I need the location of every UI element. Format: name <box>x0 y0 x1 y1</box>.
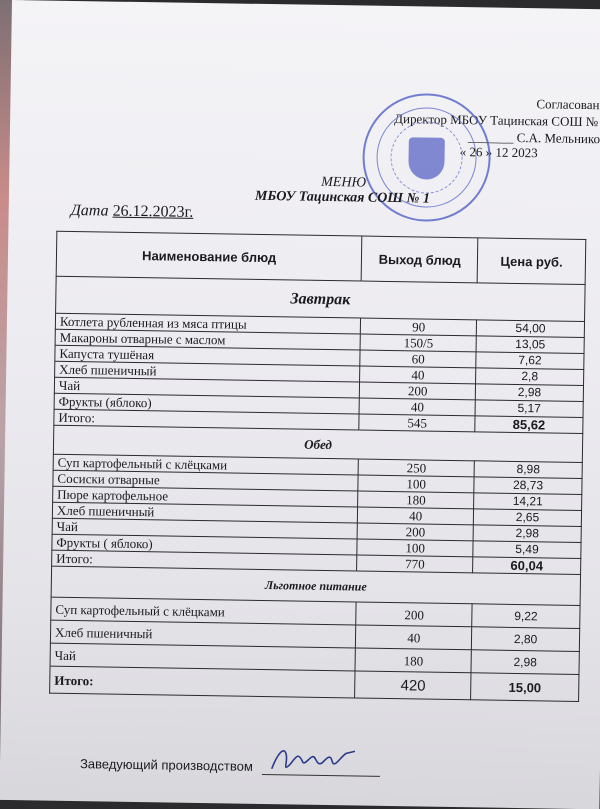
price: 14,21 <box>474 493 582 511</box>
price: 2,98 <box>473 525 581 543</box>
section-title: Завтрак <box>56 276 586 321</box>
total-price: 15,00 <box>471 673 579 702</box>
price: 54,00 <box>476 320 584 338</box>
total-label: Итого: <box>52 550 358 571</box>
price: 5,49 <box>473 541 581 559</box>
dish-name: Суп картофельный с клёцками <box>51 597 357 625</box>
header-dish-name: Наименование блюд <box>56 231 362 281</box>
portion: 60 <box>360 350 476 368</box>
dish-name: Хлеб пшеничный <box>50 620 356 648</box>
menu-date <box>71 202 194 222</box>
price: 2,98 <box>475 384 583 402</box>
director-name: С.А. Мельнико <box>516 129 600 147</box>
header-portion: Выход блюд <box>362 236 478 283</box>
price: 7,62 <box>476 352 584 370</box>
portion: 180 <box>355 648 471 673</box>
portion: 150/5 <box>360 334 476 352</box>
dish-name: Суп картофельный с клёцками <box>53 454 359 475</box>
dish-name: Фрукты (яблоко) <box>54 393 360 414</box>
portion: 200 <box>360 382 476 400</box>
dish-name: Фрукты ( яблоко) <box>52 534 358 555</box>
handwritten-signature <box>268 742 359 777</box>
total-portion: 545 <box>359 414 475 432</box>
director-signature-line: _______ С.А. Мельнико <box>467 129 600 147</box>
price: 5,17 <box>475 400 583 418</box>
portion: 40 <box>356 625 472 650</box>
stamp-emblem-icon <box>408 137 445 180</box>
director-line: Директор МБОУ Тацинская СОШ № <box>394 111 599 130</box>
school-name: МБОУ Тацинская СОШ № 1 <box>254 188 431 207</box>
portion: 90 <box>361 318 477 336</box>
dish-name: Чай <box>54 377 360 398</box>
total-label: Итого: <box>50 666 356 698</box>
total-portion: 420 <box>355 671 471 700</box>
portion: 100 <box>357 539 473 557</box>
price: 2,98 <box>471 650 579 675</box>
date-value: 26.12.2023г. <box>112 202 194 221</box>
portion: 100 <box>358 475 474 493</box>
portion: 200 <box>357 523 473 541</box>
dish-name: Сосиски отварные <box>53 470 359 491</box>
menu-title: МЕНЮ <box>321 174 367 191</box>
portion: 180 <box>358 491 474 509</box>
date-label: Дата <box>70 201 109 220</box>
dish-name: Хлеб пшеничный <box>55 361 361 382</box>
total-price: 85,62 <box>475 416 583 434</box>
dish-name: Чай <box>50 643 356 671</box>
total-portion: 770 <box>357 555 473 573</box>
header-price: Цена руб. <box>477 238 586 285</box>
dish-name: Котлета рубленная из мяса птицы <box>55 313 361 334</box>
price: 2,8 <box>476 368 584 386</box>
portion: 40 <box>359 398 475 416</box>
dish-name: Чай <box>52 518 358 539</box>
price: 2,65 <box>474 509 582 527</box>
total-price: 60,04 <box>473 557 581 575</box>
dish-name: Капуста тушёная <box>55 345 361 366</box>
dish-name: Хлеб пшеничный <box>52 502 358 523</box>
portion: 40 <box>358 507 474 525</box>
price: 2,80 <box>472 627 580 652</box>
price: 28,73 <box>474 477 582 495</box>
approval-label: Согласован <box>536 96 600 113</box>
section-title: Льготное питание <box>51 566 580 605</box>
price: 13,05 <box>476 336 584 354</box>
price: 9,22 <box>472 604 580 629</box>
dish-name: Пюре картофельное <box>53 486 359 507</box>
dish-name: Макароны отварные с маслом <box>55 329 361 350</box>
section-title: Обед <box>53 425 582 462</box>
total-label: Итого: <box>54 409 360 430</box>
portion: 40 <box>360 366 476 384</box>
approval-date: « 26 » 12 2023 <box>459 144 538 161</box>
portion: 200 <box>356 602 472 627</box>
price: 8,98 <box>474 461 582 479</box>
footer-label: Заведующий производством <box>79 756 253 774</box>
menu-table <box>49 231 586 702</box>
portion: 250 <box>358 459 474 477</box>
